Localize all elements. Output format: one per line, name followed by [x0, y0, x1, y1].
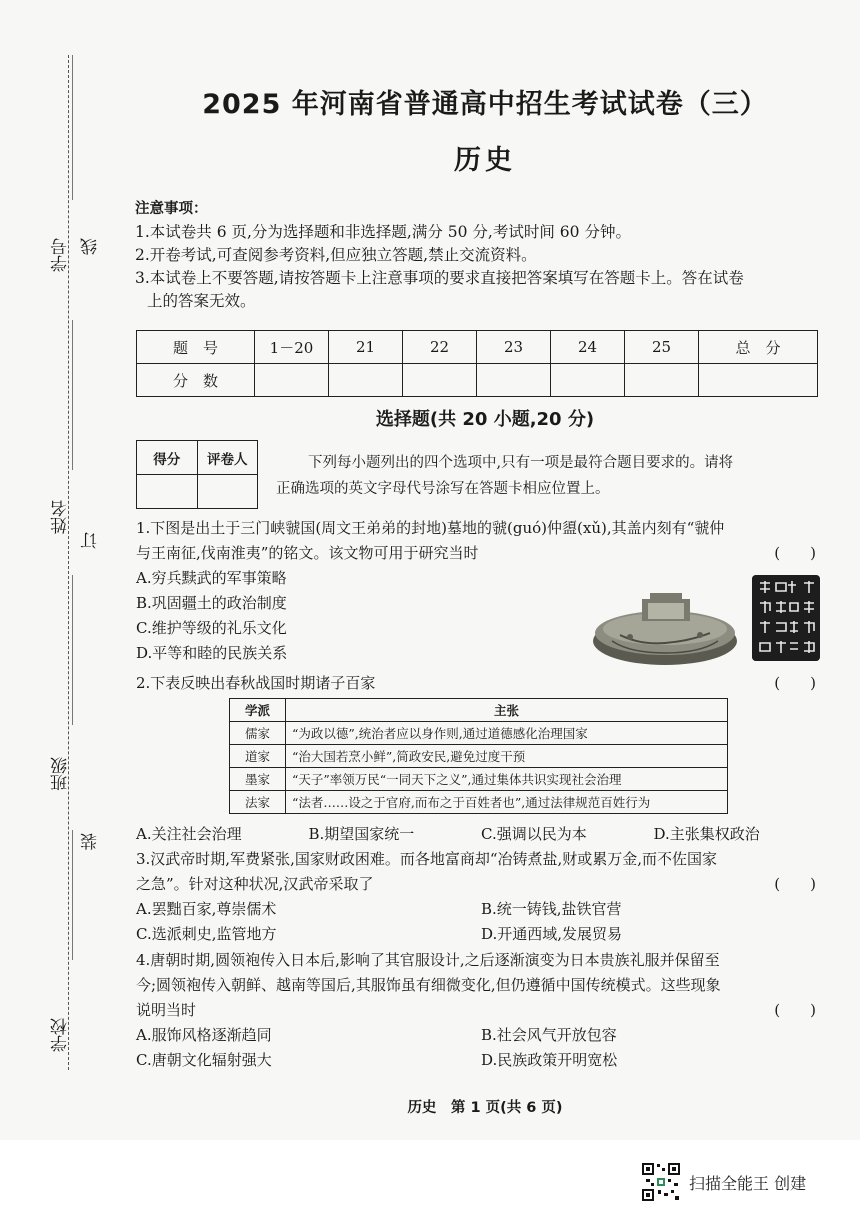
question-3 [136, 847, 826, 947]
claim-cell: “治大国若烹小鲜”,简政安民,避免过度干预 [286, 745, 728, 768]
bind-mark-staple: 订 [81, 532, 101, 549]
answer-paren: ( ) [774, 875, 816, 893]
grader-header-grader: 评卷人 [197, 441, 258, 475]
option-d: D.主张集权政治 [653, 825, 760, 843]
answer-paren: ( ) [774, 1001, 816, 1019]
option-d: D.开通西域,发展贸易 [481, 925, 623, 943]
instructions-line: 下列每小题列出的四个选项中,只有一项是最符合题目要求的。请将 [308, 455, 734, 471]
score-header-cell: 总 分 [699, 331, 818, 364]
score-blank-cell [551, 364, 625, 397]
answer-paren: ( ) [774, 544, 816, 562]
option-c: C.选派刺史,监管地方 [136, 925, 277, 943]
section-instructions [276, 450, 816, 502]
binding-dashed-line [68, 55, 69, 1070]
grader-blank-cell [137, 475, 198, 509]
claim-cell: “为政以德”,统治者应以身作则,通过道德感化治理国家 [286, 722, 728, 745]
score-table-score-row [137, 364, 818, 397]
table-row [230, 722, 728, 745]
note-item: 3.本试卷上不要答题,请按答题卡上注意事项的要求直接把答案填写在答题卡上。答在试卷 [135, 269, 744, 287]
school-blank [72, 830, 73, 960]
page-footer: 历史 第 1 页(共 6 页) [407, 1100, 563, 1116]
score-header-cell: 题 号 [137, 331, 255, 364]
note-item: 1.本试卷共 6 页,分为选择题和非选择题,满分 50 分,考试时间 60 分钟。 [135, 223, 631, 241]
option-b: B.社会风气开放包容 [481, 1026, 617, 1044]
score-blank-cell [477, 364, 551, 397]
notes-heading: 注意事项： [135, 201, 208, 217]
score-table [136, 330, 818, 397]
score-blank-cell [699, 364, 818, 397]
option-c: C.唐朝文化辐射强大 [136, 1051, 272, 1069]
claim-cell: “法者……设之于官府,而布之于百姓者也”,通过法律规范百姓行为 [286, 791, 728, 814]
student-id-blank [72, 55, 73, 200]
question-4 [136, 948, 826, 1073]
score-header-cell: 1－20 [255, 331, 329, 364]
bind-mark-line: 线 [81, 238, 101, 255]
score-header-cell: 25 [625, 331, 699, 364]
student-id-label: 学号 [51, 238, 71, 272]
schools-header-school: 学派 [230, 699, 286, 722]
table-row [230, 768, 728, 791]
question-stem: 与王南征,伐南淮夷”的铭文。该文物可用于研究当时 [136, 544, 479, 562]
school-label: 学校 [51, 1018, 71, 1052]
subject-title: 历史 [454, 145, 516, 176]
bind-mark-install: 装 [81, 833, 101, 850]
question-stem: 之急”。针对这种状况,汉武帝采取了 [136, 875, 374, 893]
option-b: B.巩固疆土的政治制度 [136, 594, 287, 612]
option-a: A.罢黜百家,尊崇儒术 [136, 900, 277, 918]
grader-header-score: 得分 [137, 441, 198, 475]
question-stem: 2.下表反映出春秋战国时期诸子百家 [136, 674, 376, 692]
question-stem: 4.唐朝时期,圆领袍传入日本后,影响了其官服设计,之后逐渐演变为日本贵族礼服并保留至 [136, 951, 720, 969]
option-a: A.关注社会治理 [136, 825, 242, 843]
instructions-line: 正确选项的英文字母代号涂写在答题卡相应位置上。 [276, 481, 610, 497]
question-stem: 说明当时 [136, 1001, 197, 1019]
grader-blank-cell [197, 475, 258, 509]
schools-header-claim: 主张 [286, 699, 728, 722]
score-header-cell: 23 [477, 331, 551, 364]
class-blank [72, 575, 73, 725]
answer-paren: ( ) [774, 674, 816, 692]
question-stem: 1.下图是出土于三门峡虢国(周文王弟弟的封地)墓地的虢(guó)仲盨(xǔ),其盖内刻有“虢仲 [136, 519, 725, 537]
school-cell: 儒家 [230, 722, 286, 745]
inscription-rubbing-image [752, 575, 820, 661]
option-a: A.服饰风格逐渐趋同 [136, 1026, 272, 1044]
question-2 [136, 671, 826, 696]
option-b: B.统一铸钱,盐铁官营 [481, 900, 622, 918]
qr-code-icon [641, 1162, 681, 1202]
name-label: 姓名 [51, 500, 71, 534]
grader-table [136, 440, 258, 509]
question-stem: 3.汉武帝时期,军费紧张,国家财政困难。而各地富商却“冶铸煮盐,财或累万金,而不佐国家 [136, 850, 718, 868]
question-stem: 今;圆领袍传入朝鲜、越南等国后,其服饰虽有细微变化,但仍遵循中国传统模式。这些现象 [136, 976, 721, 994]
option-d: D.平等和睦的民族关系 [136, 644, 288, 662]
section-title: 选择题(共 20 小题,20 分) [375, 409, 595, 430]
schools-table [229, 698, 728, 814]
score-header-cell: 22 [403, 331, 477, 364]
option-b: B.期望国家统一 [308, 825, 415, 843]
school-cell: 道家 [230, 745, 286, 768]
score-header-cell: 21 [329, 331, 403, 364]
exam-title: 2025 年河南省普通高中招生考试试卷（三） [202, 89, 768, 120]
option-d: D.民族政策开明宽松 [481, 1051, 618, 1069]
scanner-watermark [641, 1162, 806, 1202]
score-blank-cell [255, 364, 329, 397]
table-row [230, 745, 728, 768]
school-cell: 法家 [230, 791, 286, 814]
option-c: C.强调以民为本 [481, 825, 587, 843]
claim-cell: “天子”率领万民“一同天下之义”,通过集体共识实现社会治理 [286, 768, 728, 791]
score-blank-cell [403, 364, 477, 397]
bronze-vessel-image [590, 575, 740, 670]
score-blank-cell [329, 364, 403, 397]
option-a: A.穷兵黩武的军事策略 [136, 569, 287, 587]
name-blank [72, 320, 73, 470]
question-2-options [136, 822, 826, 847]
note-item: 上的答案无效。 [147, 292, 256, 310]
watermark-text: 扫描全能王 创建 [689, 1173, 807, 1193]
option-c: C.维护等级的礼乐文化 [136, 619, 287, 637]
score-row-label: 分 数 [137, 364, 255, 397]
note-item: 2.开卷考试,可查阅参考资料,但应独立答题,禁止交流资料。 [135, 246, 537, 264]
class-label: 班级 [51, 757, 71, 791]
score-header-cell: 24 [551, 331, 625, 364]
exam-notes [135, 198, 825, 313]
school-cell: 墨家 [230, 768, 286, 791]
score-blank-cell [625, 364, 699, 397]
score-table-header-row [137, 331, 818, 364]
table-row [230, 791, 728, 814]
